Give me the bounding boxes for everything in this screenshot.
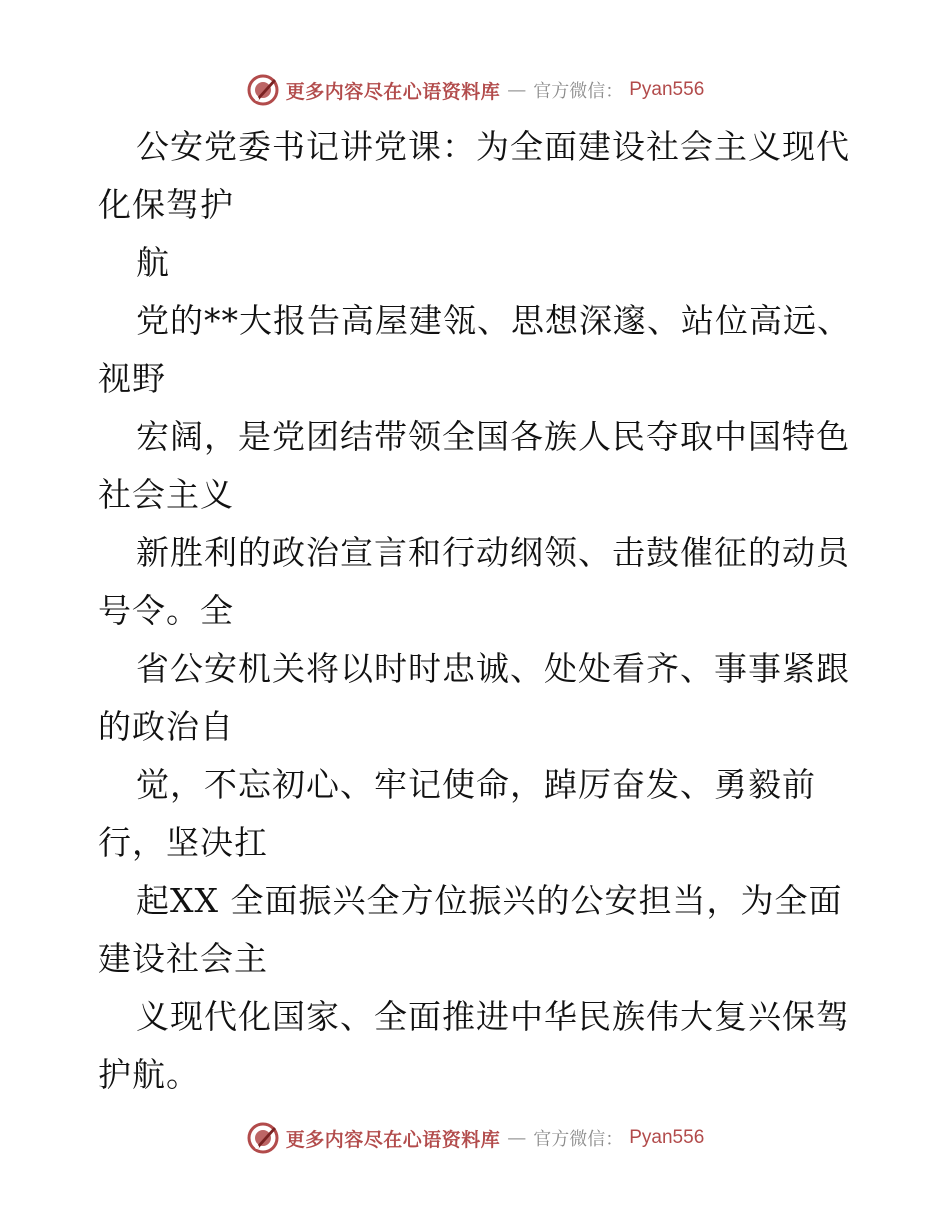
document-body — [98, 118, 858, 1104]
body-line-11: 的政治自 — [98, 707, 234, 746]
body-line-6: 宏阔，是党团结带领全国各族人民夺取中国特色 — [136, 417, 850, 456]
banner-wechat-label: 官方微信： — [533, 1129, 624, 1150]
body-line-17: 护航。 — [98, 1055, 200, 1094]
brush-logo-icon — [246, 73, 280, 107]
body-line-5: 视野 — [98, 359, 166, 398]
body-line-13: 行，坚决扛 — [98, 823, 268, 862]
body-line-14: 起XX 全面振兴全方位振兴的公安担当，为全面 — [136, 881, 843, 920]
banner-title: 更多内容尽在心语资料库 — [285, 1128, 501, 1151]
body-line-9: 号令。全 — [98, 591, 234, 630]
banner-dash: — — [507, 79, 527, 101]
banner-wechat-id: Pyan556 — [629, 1127, 705, 1148]
banner-wechat-id: Pyan556 — [629, 79, 705, 100]
brush-logo-icon — [246, 1121, 280, 1155]
body-line-3: 航 — [136, 243, 170, 282]
banner-title: 更多内容尽在心语资料库 — [285, 80, 501, 103]
body-line-12: 觉，不忘初心、牢记使命，踔厉奋发、勇毅前 — [136, 765, 816, 804]
body-line-10: 省公安机关将以时时忠诚、处处看齐、事事紧跟 — [136, 649, 850, 688]
body-line-2: 化保驾护 — [98, 185, 234, 224]
banner-dash: — — [507, 1127, 527, 1149]
footer-banner — [0, 1118, 950, 1158]
body-line-15: 建设社会主 — [98, 939, 268, 978]
header-banner — [0, 70, 950, 110]
body-line-16: 义现代化国家、全面推进中华民族伟大复兴保驾 — [136, 997, 850, 1036]
body-line-1: 公安党委书记讲党课：为全面建设社会主义现代 — [136, 127, 850, 166]
banner-wechat-label: 官方微信： — [533, 81, 624, 102]
body-line-7: 社会主义 — [98, 475, 234, 514]
body-line-4: 党的**大报告高屋建瓴、思想深邃、站位高远、 — [136, 301, 851, 340]
body-line-8: 新胜利的政治宣言和行动纲领、击鼓催征的动员 — [136, 533, 850, 572]
